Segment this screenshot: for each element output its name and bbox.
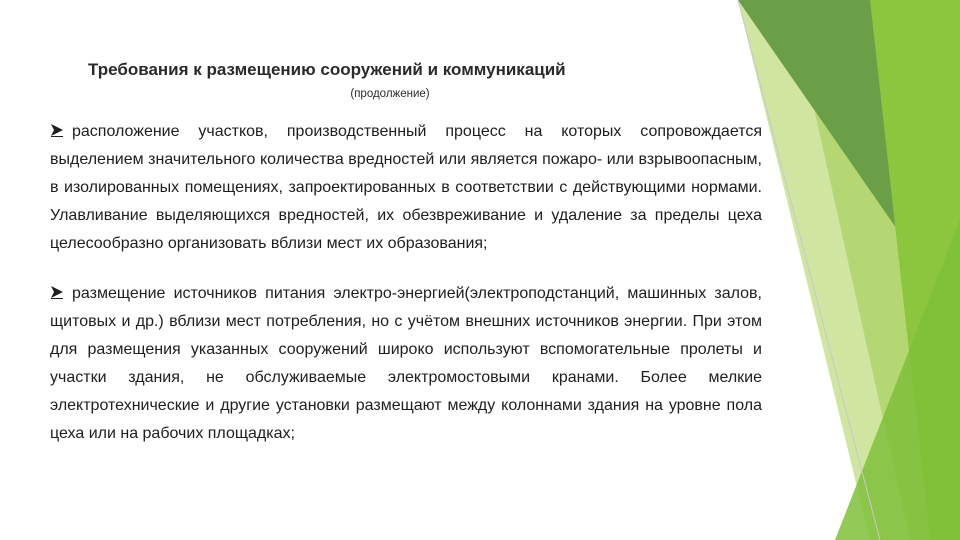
slide-content bbox=[50, 118, 762, 448]
slide-title: Требования к размещению сооружений и коммуникаций bbox=[88, 60, 566, 79]
bullet-paragraph-2 bbox=[50, 280, 762, 448]
bullet-text-2: размещение источников питания электро-энергией(электроподстанций, машинных залов, щитовых и др.) вблизи мест потребления, но с учётом внешних источников энергии. При этом для размещения указанных сооружений широко используют вспомогательные пролеты и участки здания, не обслуживаемые электромостовыми кранами. Более мелкие электротехнические и другие установки размещают между колоннами здания на уровне пола цеха или на рабочих площадках; bbox=[50, 285, 762, 442]
slide-subtitle: (продолжение) bbox=[350, 88, 430, 100]
bullet-paragraph-1 bbox=[50, 118, 762, 258]
arrow-bullet-icon bbox=[50, 118, 72, 146]
arrow-bullet-icon bbox=[50, 280, 72, 308]
bullet-text-1: расположение участков, производственный процесс на которых сопровождается выделением значительного количества вредностей или является пожаро- или взрывоопасным, в изолированных помещениях, запроектированных в соответствии с действующими нормами. Улавливание выделяющихся вредностей, их обезвреживание и удаление за пределы цеха целесообразно организовать вблизи мест их образования; bbox=[50, 123, 762, 252]
